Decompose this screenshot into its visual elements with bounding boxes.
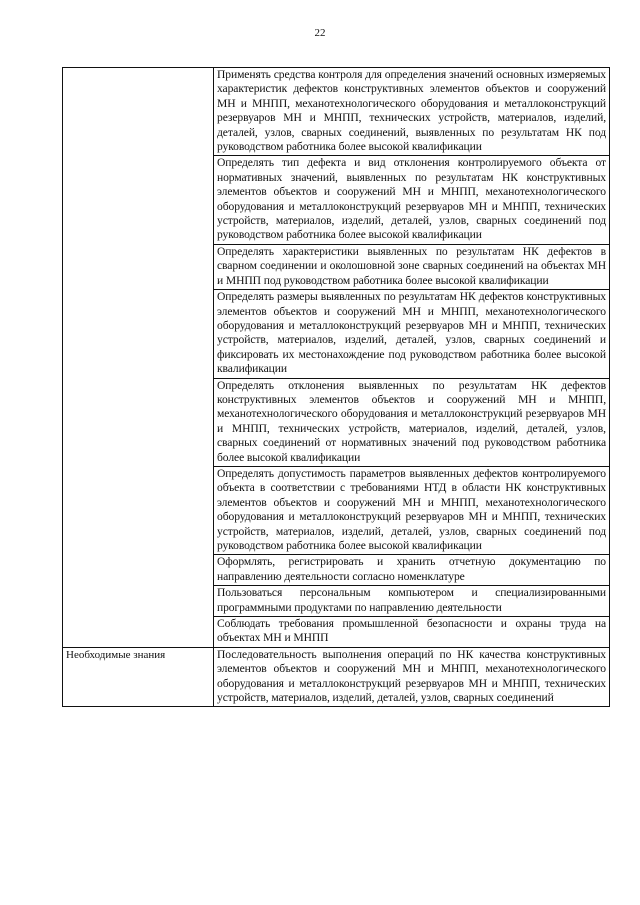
competency-table — [62, 67, 610, 707]
skill-item: Применять средства контроля для определения значений основных измеряемых характеристик дефектов конструктивных элементов объектов и сооружений МН и МНПП, механотехнологического оборудования и металлоконструкций резервуаров МН и МНПП, технических устройств, материалов, изделий, деталей, узлов, сварных соединений, выявленных по результатам НК под руководством работника более высокой квалификации — [214, 68, 610, 156]
skill-item: Определять размеры выявленных по результатам НК дефектов конструктивных элементов объектов и сооружений МН и МНПП, механотехнологического оборудования и металлоконструкций резервуаров МН и МНПП, технических устройств, материалов, изделий, деталей, узлов, сварных соединений и фиксировать их местонахождение под руководством работника более высокой квалификации — [214, 290, 610, 378]
table-row — [63, 68, 610, 156]
skill-item: Определять допустимость параметров выявленных дефектов контролируемого объекта в соответствии с требованиями НТД в области НК конструктивных элементов объектов и сооружений МН и МНПП, механотехнологического оборудования и металлоконструкций резервуаров МН и МНПП, технических устройств, материалов, изделий, деталей, узлов, сварных соединений под руководством работника более высокой квалификации — [214, 466, 610, 554]
skill-item: Определять характеристики выявленных по результатам НК дефектов в сварном соединении и околошовной зоне сварных соединений на объектах МН и МНПП под руководством работника более высокой квалификации — [214, 244, 610, 289]
table-row — [63, 647, 610, 707]
skill-item: Оформлять, регистрировать и хранить отчетную документацию по направлению деятельности согласно номенклатуре — [214, 555, 610, 586]
skills-label-cell — [63, 68, 214, 648]
knowledge-label: Необходимые знания — [63, 647, 214, 707]
page-number: 22 — [314, 27, 326, 39]
skill-item: Пользоваться персональным компьютером и специализированными программными продуктами по направлению деятельности — [214, 586, 610, 617]
knowledge-item: Последовательность выполнения операций по НК качества конструктивных элементов объектов и сооружений МН и МНПП, механотехнологического оборудования и металлоконструкций резервуаров МН и МНПП, технических устройств, материалов, изделий, деталей, узлов, сварных соединений — [214, 647, 610, 707]
skill-item: Определять отклонения выявленных по результатам НК дефектов конструктивных элементов объектов и сооружений МН и МНПП, механотехнологического оборудования и металлоконструкций резервуаров МН и МНПП, технических устройств, материалов, изделий, деталей, узлов, сварных соединений от нормативных значений под руководством работника более высокой квалификации — [214, 378, 610, 466]
skill-item: Соблюдать требования промышленной безопасности и охраны труда на объектах МН и МНПП — [214, 617, 610, 648]
skill-item: Определять тип дефекта и вид отклонения контролируемого объекта от нормативных значений, выявленных по результатам НК конструктивных элементов объектов и сооружений МН и МНПП, механотехнологического оборудования и металлоконструкций резервуаров МН и МНПП, технических устройств, материалов, изделий, деталей, узлов, сварных соединений под руководством работника более высокой квалификации — [214, 156, 610, 244]
